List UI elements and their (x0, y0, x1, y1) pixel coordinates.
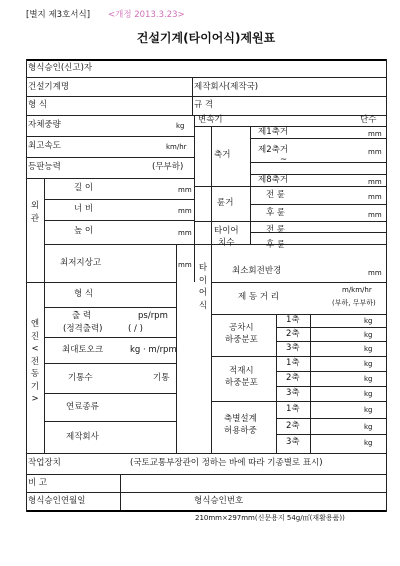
empty-axle-1: 1축 (286, 315, 300, 325)
design-load-label-1: 축별설계 (224, 414, 257, 424)
form-label: [별지 제3호서식] (26, 10, 91, 20)
brake-unit: m/km/hr (342, 286, 372, 294)
design-load-label-2: 허용하중 (224, 426, 257, 436)
brake-condition: (부하, 무부하) (332, 299, 376, 307)
work-device-note: (국토교통부장관이 정하는 바에 따라 기종별로 표시) (130, 458, 323, 468)
turn-radius-unit: mm (368, 269, 382, 277)
page-title: 건설기계(타이어식)제원표 (136, 31, 276, 45)
tire-size-label-2: 치수 (218, 238, 235, 248)
ground-clearance-unit: mm (178, 261, 192, 269)
loaded-axle-1: 1축 (286, 358, 300, 368)
axle-1-label: 제1축거 (258, 127, 289, 137)
gear-count-unit: 단수 (360, 115, 377, 125)
max-speed-label: 최고속도 (28, 141, 61, 151)
paper-size-footer: 210mm×297mm(신문용지 54g/㎡(재활용품)) (195, 514, 345, 522)
tire-type-label: 타이어식 (198, 263, 208, 311)
loaded-load-label-2: 하중분포 (225, 378, 258, 388)
tire-size-label-1: 타이어 (214, 226, 239, 236)
axle-8-unit: mm (368, 178, 382, 186)
remarks-label: 비 고 (28, 478, 48, 488)
empty-axle-3-unit: kg (364, 345, 373, 353)
design-axle-1: 1축 (286, 404, 300, 414)
axle-base-label: 축거 (214, 150, 231, 160)
axle-1-unit: mm (368, 130, 382, 138)
approval-applicant-label: 형식승인(신고)자 (28, 63, 93, 73)
tread-rear-label: 후 륜 (266, 208, 286, 218)
cylinders-unit: 기통 (153, 373, 170, 383)
turn-radius-label: 최소회전반경 (232, 266, 282, 276)
outer-group-label: 외관 (30, 201, 40, 224)
empty-axle-2: 2축 (286, 329, 300, 339)
ground-clearance-label: 최저지상고 (60, 258, 102, 268)
axle-range-mark: ~ (280, 155, 288, 165)
engine-output-value: ( / ) (128, 324, 143, 334)
design-axle-2: 2축 (286, 421, 300, 431)
length-label: 길 이 (74, 183, 94, 193)
empty-axle-3: 3축 (286, 343, 300, 353)
climb-label: 등판능력 (28, 162, 61, 172)
loaded-axle-2: 2축 (286, 373, 300, 383)
tire-front-label: 전 륜 (266, 225, 286, 235)
max-torque-unit: kg · m/rpm (130, 345, 177, 355)
axle-2-label: 제2축거 (258, 145, 289, 155)
loaded-axle-1-unit: kg (364, 360, 373, 368)
width-label: 너 비 (74, 204, 94, 214)
loaded-load-label-1: 적재시 (229, 366, 254, 376)
length-unit: mm (178, 186, 192, 194)
max-torque-label: 최대토오크 (62, 345, 104, 355)
design-axle-3: 3축 (286, 437, 300, 447)
engine-output-rated: (정격출력) (63, 324, 103, 334)
cylinders-label: 기통수 (68, 373, 93, 383)
axle-2-unit: mm (368, 148, 382, 156)
tread-rear-unit: mm (368, 211, 382, 219)
transmission-label: 변속기 (198, 115, 223, 125)
revision-note: <개정 2013.3.23> (108, 10, 185, 20)
model-label: 형 식 (28, 100, 48, 110)
design-axle-3-unit: kg (364, 439, 373, 447)
tire-rear-label: 후 륜 (266, 240, 286, 250)
approval-number-label: 형식승인번호 (194, 496, 244, 506)
work-device-label: 작업장치 (28, 458, 61, 468)
climb-unit: (무부하) (152, 162, 184, 172)
empty-load-label-1: 공차시 (229, 323, 254, 333)
loaded-axle-3: 3축 (286, 388, 300, 398)
loaded-axle-3-unit: kg (364, 390, 373, 398)
width-unit: mm (178, 207, 192, 215)
engine-model-label: 형 식 (74, 289, 94, 299)
empty-load-label-2: 하중분포 (225, 335, 258, 345)
empty-axle-2-unit: kg (364, 331, 373, 339)
tread-front-label: 전 륜 (266, 190, 286, 200)
design-axle-1-unit: kg (364, 406, 373, 414)
design-axle-2-unit: kg (364, 423, 373, 431)
empty-axle-1-unit: kg (364, 317, 373, 325)
height-unit: mm (178, 229, 192, 237)
engine-group-label: 엔진<전동기> (30, 319, 40, 404)
approval-date-label: 형식승인연월일 (28, 496, 86, 506)
speed-unit: km/hr (166, 143, 187, 151)
loaded-axle-2-unit: kg (364, 375, 373, 383)
height-label: 높 이 (74, 226, 94, 236)
machine-name-label: 건설기계명 (28, 82, 70, 92)
weight-label: 자체중량 (28, 120, 61, 130)
brake-distance-label: 제 동 거 리 (238, 292, 279, 302)
maker-label: 제작회사(제작국) (194, 82, 259, 92)
engine-maker-label: 제작회사 (66, 432, 99, 442)
spec-label: 규 격 (194, 100, 214, 110)
weight-unit: kg (176, 122, 185, 130)
engine-output-unit: ps/rpm (138, 311, 168, 321)
axle-8-label: 제8축거 (258, 175, 289, 185)
fuel-type-label: 연료종류 (66, 402, 99, 412)
tread-label: 륜거 (217, 198, 234, 208)
tread-front-unit: mm (368, 193, 382, 201)
engine-output-label: 출 력 (72, 311, 92, 321)
